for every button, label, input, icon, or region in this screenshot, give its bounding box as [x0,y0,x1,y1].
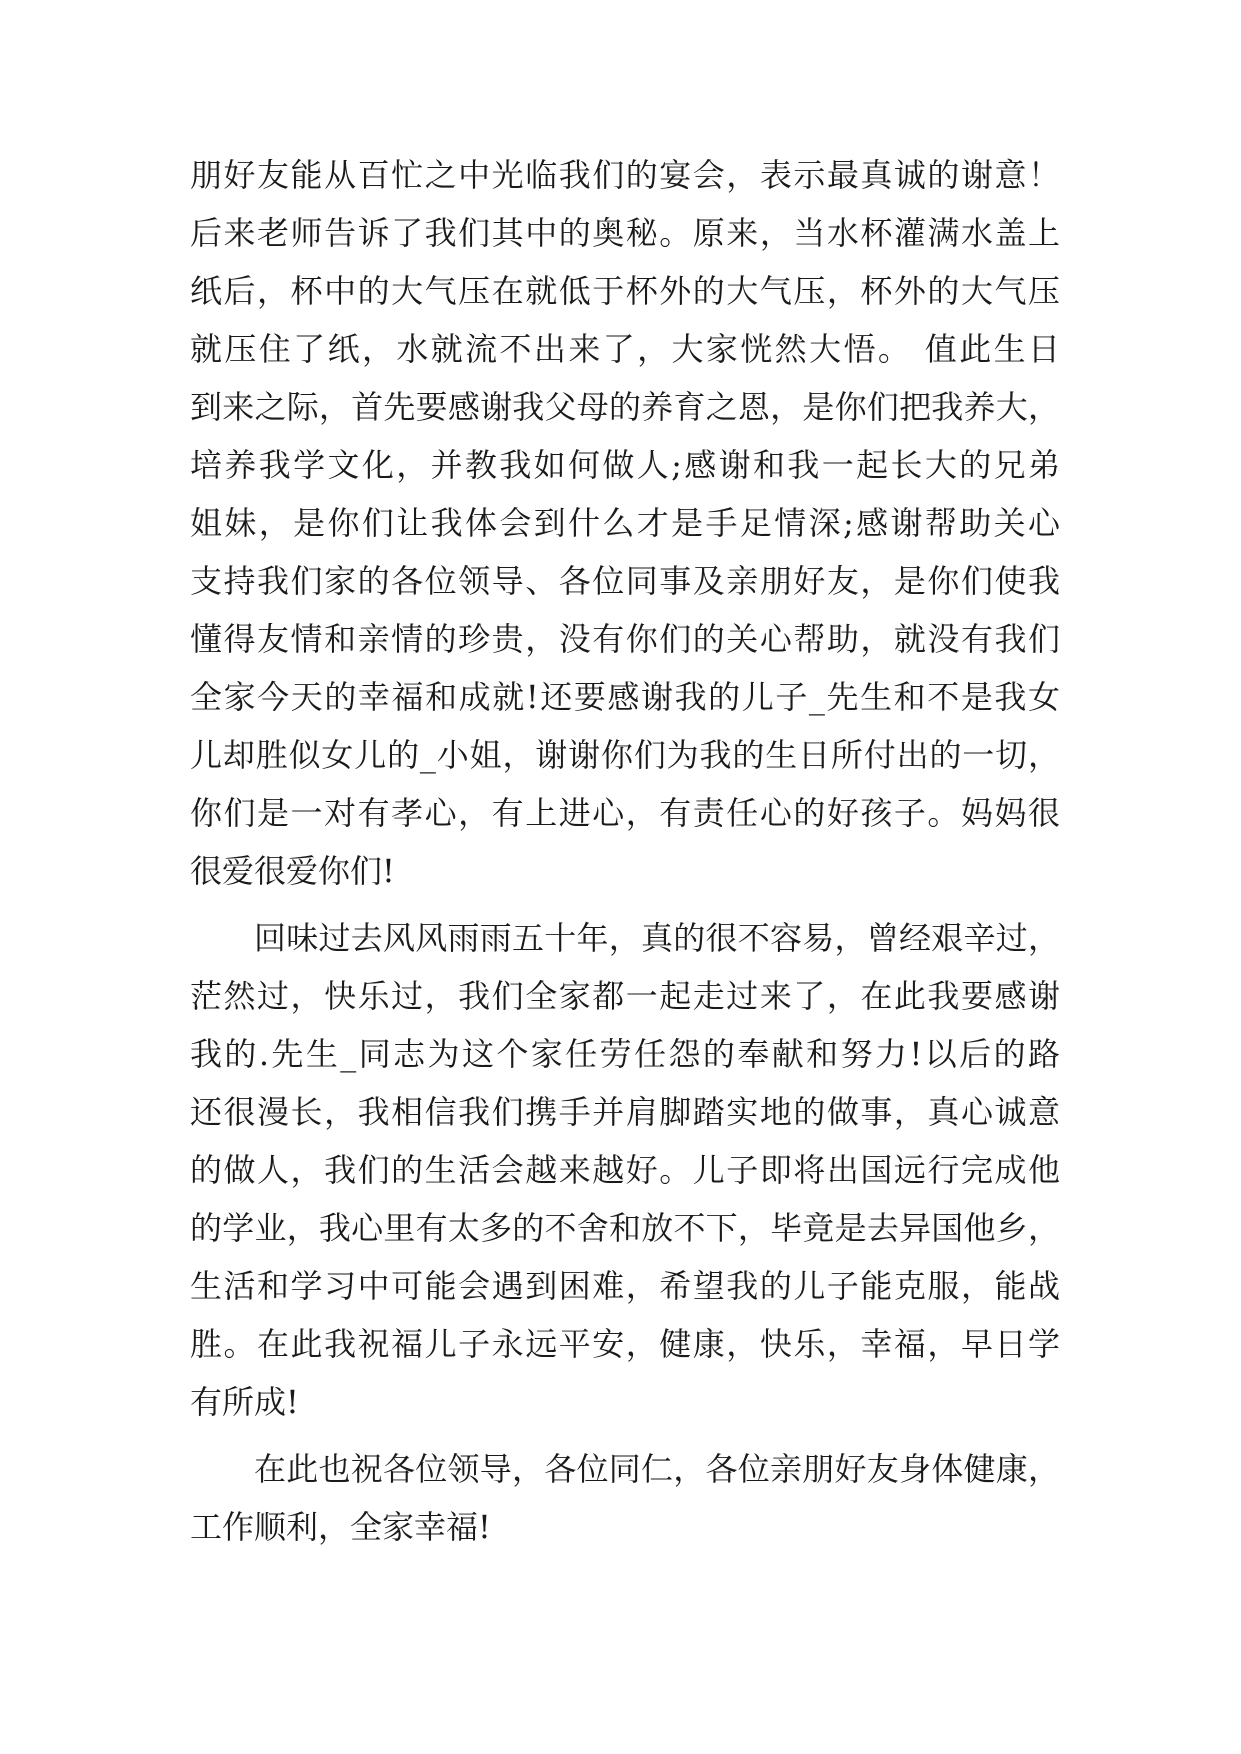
paragraph-1 [190,146,1060,900]
text-line: 工作顺利，全家幸福! [190,1508,491,1546]
text-line: 支持我们家的各位领导、各位同事及亲朋好友，是你们使我 [190,562,1060,600]
text-line: 纸后，杯中的大气压在就低于杯外的大气压，杯外的大气压 [190,272,1060,310]
text-line: 你们是一对有孝心，有上进心，有责任心的好孩子。妈妈很 [190,794,1060,832]
text-line: 茫然过，快乐过，我们全家都一起走过来了，在此我要感谢 [190,977,1060,1015]
text-line: 还很漫长，我相信我们携手并肩脚踏实地的做事，真心诚意 [190,1093,1060,1131]
text-line: 朋好友能从百忙之中光临我们的宴会，表示最真诚的谢意！ [190,156,1060,194]
text-line: 有所成! [190,1383,299,1421]
text-line: 到来之际，首先要感谢我父母的养育之恩，是你们把我养大， [190,388,1060,426]
text-line: 胜。在此我祝福儿子永远平安，健康，快乐，幸福，早日学 [190,1325,1060,1363]
paragraph-2 [190,909,1060,1431]
text-line: 的学业，我心里有太多的不舍和放不下，毕竟是去异国他乡， [190,1209,1060,1247]
text-line: 生活和学习中可能会遇到困难，希望我的儿子能克服，能战 [190,1267,1060,1305]
text-line: 的做人，我们的生活会越来越好。儿子即将出国远行完成他 [190,1151,1060,1189]
document-page [190,146,1060,1556]
text-line: 姐妹，是你们让我体会到什么才是手足情深;感谢帮助关心 [190,504,1060,542]
text-line: 我的.先生_同志为这个家任劳任怨的奉献和努力!以后的路 [190,1035,1060,1073]
text-line: 懂得友情和亲情的珍贵，没有你们的关心帮助，就没有我们 [190,620,1060,658]
text-line: 就压住了纸，水就流不出来了，大家恍然大悟。 值此生日 [190,330,1060,368]
text-line: 后来老师告诉了我们其中的奥秘。原来，当水杯灌满水盖上 [190,214,1060,252]
text-line: 很爱很爱你们! [190,852,395,890]
text-line: 回味过去风风雨雨五十年，真的很不容易，曾经艰辛过， [254,919,1060,957]
text-line: 全家今天的幸福和成就!还要感谢我的儿子_先生和不是我女 [190,678,1060,716]
text-line: 培养我学文化，并教我如何做人;感谢和我一起长大的兄弟 [190,446,1060,484]
paragraph-3 [190,1440,1060,1556]
text-line: 儿却胜似女儿的_小姐，谢谢你们为我的生日所付出的一切， [190,736,1060,774]
text-line: 在此也祝各位领导，各位同仁，各位亲朋好友身体健康， [254,1450,1060,1488]
